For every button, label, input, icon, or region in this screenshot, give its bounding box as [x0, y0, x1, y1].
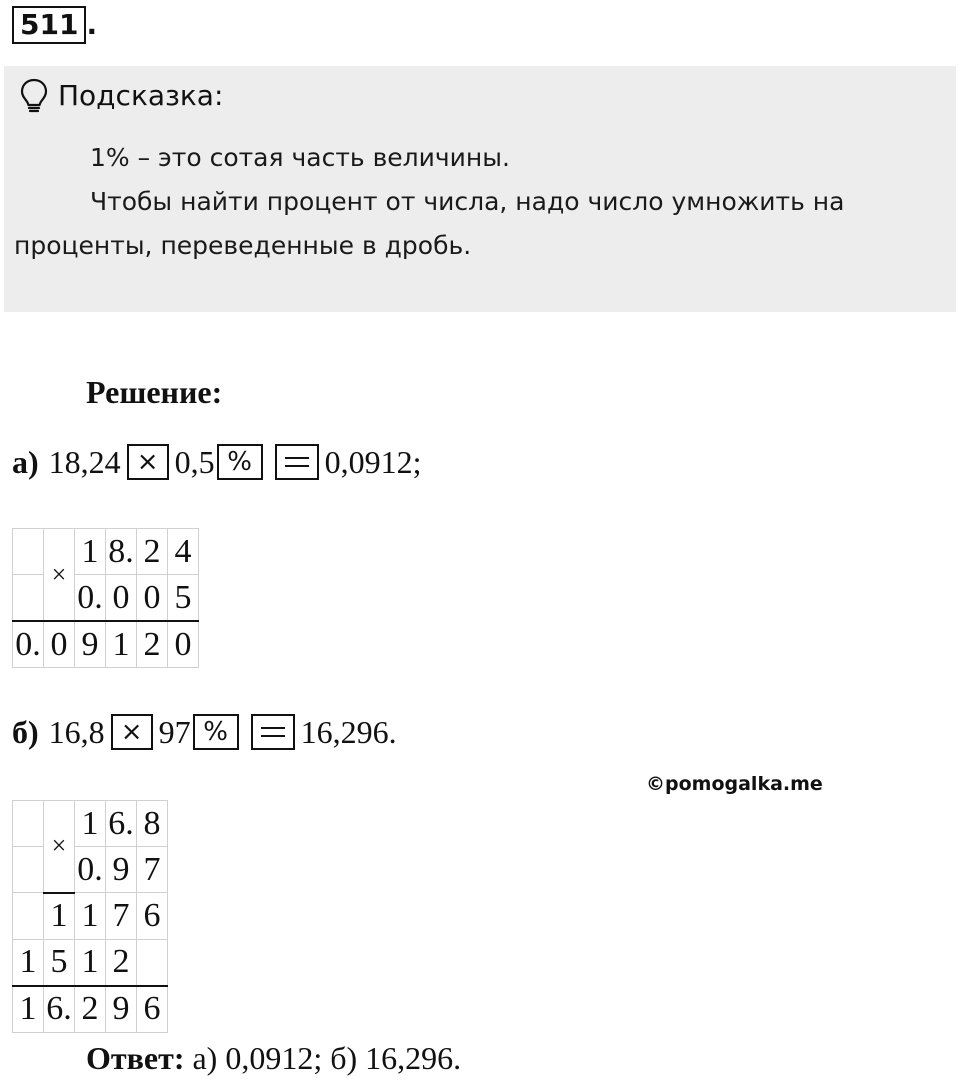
answer-text: а) 0,0912; б) 16,296.: [192, 1040, 462, 1076]
grid-cell: 9: [106, 986, 137, 1033]
grid-row: [13, 801, 168, 847]
grid-cell: 0: [168, 621, 199, 668]
grid-cell: 7: [106, 893, 137, 940]
part-a-operand1: 18,24: [48, 444, 121, 480]
grid-row: [13, 939, 168, 986]
grid-cell: [13, 529, 44, 575]
grid-cell: 2: [106, 939, 137, 986]
calc-line-b: [12, 710, 397, 754]
lightbulb-icon: [20, 78, 48, 114]
percent-key-glyph: %: [227, 447, 253, 477]
grid-cell: 6: [137, 986, 168, 1033]
grid-cell: 1: [75, 893, 106, 940]
grid-row: [13, 575, 199, 622]
grid-cell: 5: [44, 939, 75, 986]
part-a-label: а): [12, 444, 39, 480]
multiplication-grid-b: [12, 800, 168, 1033]
grid-cell: 0: [44, 621, 75, 668]
grid-cell: 1: [75, 939, 106, 986]
part-a-operand2: 0,5: [174, 444, 215, 480]
grid-row: [13, 847, 168, 893]
equals-key: [275, 444, 319, 480]
times-key-glyph: ×: [120, 717, 143, 747]
grid-cell: [13, 801, 44, 847]
grid-cell: 0.: [75, 847, 106, 893]
grid-cell: 0: [137, 575, 168, 622]
grid-cell: [13, 893, 44, 940]
grid-cell: 2: [75, 986, 106, 1033]
times-key-glyph: ×: [136, 447, 159, 477]
grid-cell: 9: [75, 621, 106, 668]
grid-cell-times: ×: [44, 529, 75, 622]
part-b-operand2: 97: [158, 714, 191, 750]
hint-text: [14, 136, 942, 268]
part-b-operand1: 16,8: [48, 714, 105, 750]
grid-cell: 4: [168, 529, 199, 575]
calc-line-a: [12, 440, 422, 484]
percent-key: [193, 714, 239, 750]
multiplication-grid-a: [12, 528, 199, 668]
grid-row: [13, 986, 168, 1033]
answer: [86, 1036, 461, 1080]
equals-icon: [285, 457, 309, 467]
part-b-label: б): [12, 714, 39, 750]
grid-cell: 2: [137, 621, 168, 668]
grid-cell: 2: [137, 529, 168, 575]
grid-cell: 9: [106, 847, 137, 893]
hint-title: [20, 78, 223, 114]
hint-line-1: 1% – это сотая часть величины.: [90, 143, 510, 172]
hint-line-2: Чтобы найти процент от числа, надо число умножить на проценты, переведенные в дробь.: [14, 187, 845, 260]
equals-key: [251, 714, 295, 750]
grid-row: [13, 893, 168, 940]
grid-cell: [13, 847, 44, 893]
grid-cell: 5: [168, 575, 199, 622]
answer-label: Ответ:: [86, 1040, 185, 1076]
grid-cell: 1: [75, 529, 106, 575]
equals-icon: [261, 727, 285, 737]
grid-cell: 0.: [13, 621, 44, 668]
part-b-result: 16,296.: [300, 714, 397, 750]
hint-box: [4, 66, 956, 312]
grid-cell: 8: [137, 801, 168, 847]
times-key: [127, 444, 169, 480]
times-key: [111, 714, 153, 750]
solution-title: Решение:: [86, 374, 223, 410]
percent-key-glyph: %: [203, 717, 229, 747]
grid-cell: 0: [106, 575, 137, 622]
grid-cell: 1: [106, 621, 137, 668]
grid-row: [13, 529, 199, 575]
grid-cell: [13, 575, 44, 622]
grid-cell: 1: [13, 939, 44, 986]
grid-cell: 1: [13, 986, 44, 1033]
grid-cell: 6.: [44, 986, 75, 1033]
grid-cell-times: ×: [44, 801, 75, 893]
grid-cell: 0.: [75, 575, 106, 622]
grid-cell: 6.: [106, 801, 137, 847]
grid-cell: [137, 939, 168, 986]
percent-key: [217, 444, 263, 480]
grid-cell: 8.: [106, 529, 137, 575]
task-number: [12, 6, 97, 44]
watermark: ©pomogalka.me: [646, 773, 823, 795]
task-number-dot: .: [86, 8, 98, 41]
grid-cell: 1: [44, 893, 75, 940]
grid-cell: 6: [137, 893, 168, 940]
task-number-box: 511: [12, 6, 86, 44]
grid-row: [13, 621, 199, 668]
hint-title-text: Подсказка:: [58, 79, 224, 112]
part-a-result: 0,0912;: [324, 444, 422, 480]
grid-cell: 1: [75, 801, 106, 847]
grid-cell: 7: [137, 847, 168, 893]
